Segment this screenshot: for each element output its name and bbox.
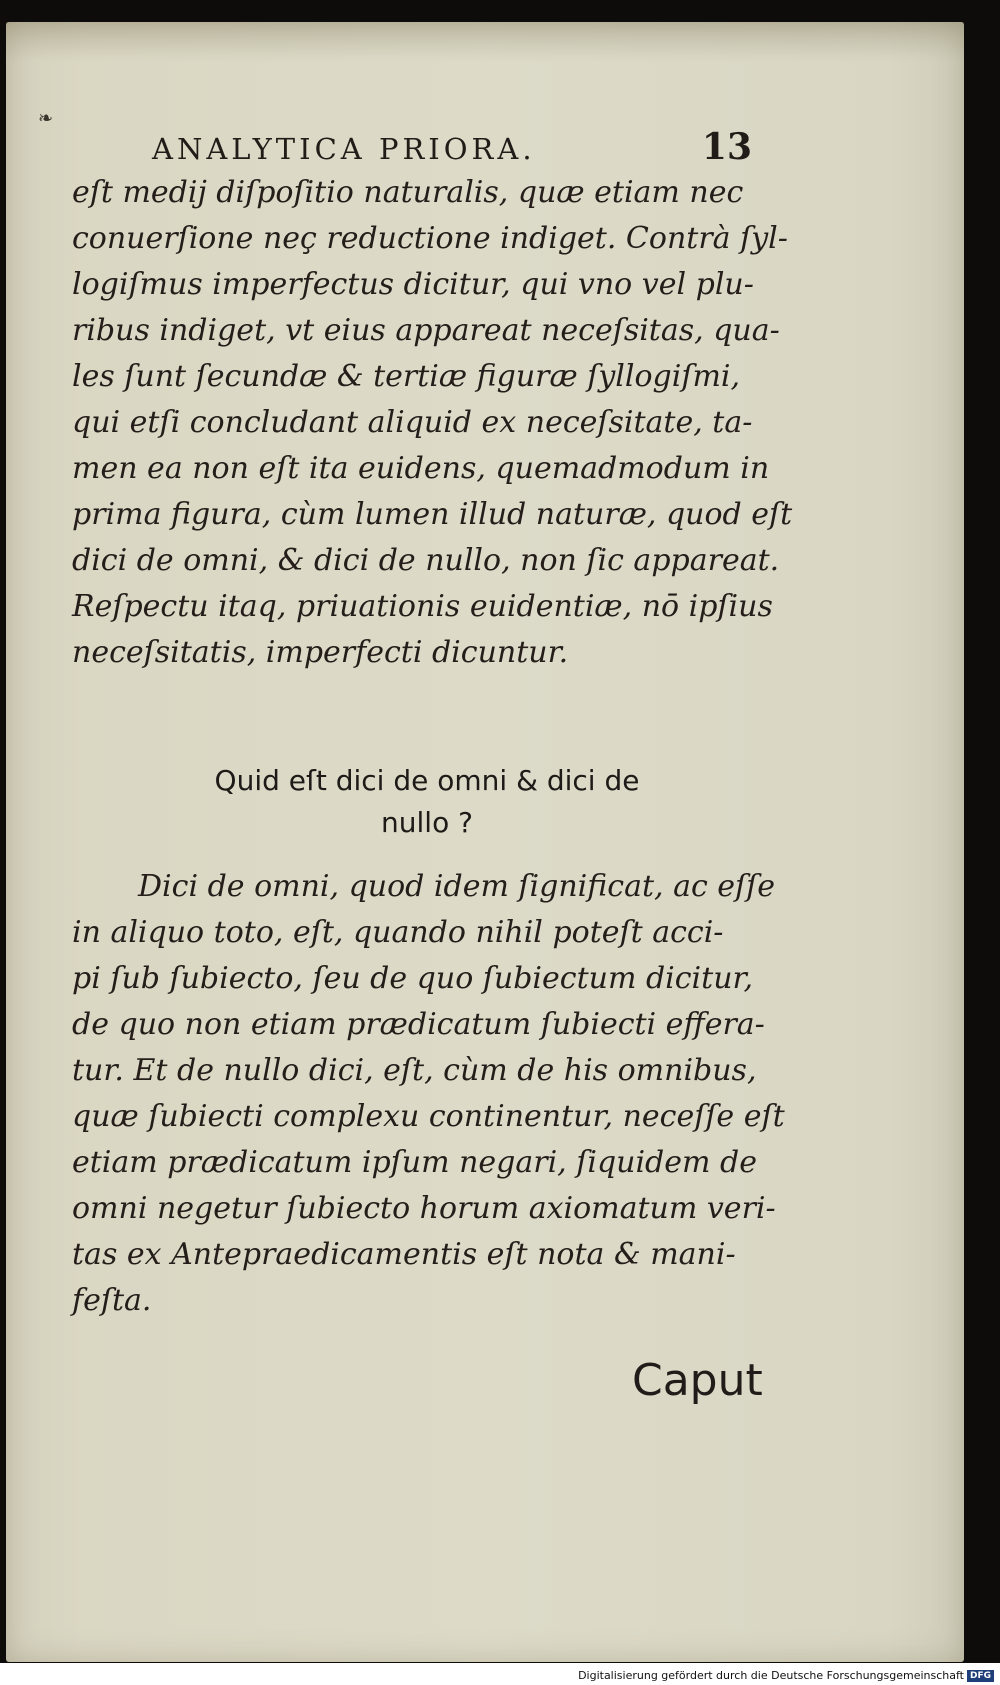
text-line: Reſpectu itaq, priuationis euidentiæ, nō ipſius <box>72 589 773 624</box>
text-line: eſt medij diſpoſitio naturalis, quæ etiam nec <box>72 175 744 210</box>
text-line: in aliquo toto, eſt, quando nihil poteſt acci- <box>72 915 724 950</box>
text-line: prima figura, cùm lumen illud naturæ, quod eſt <box>72 497 793 532</box>
running-title: ANALYTICA PRIORA. <box>152 132 536 166</box>
section-heading <box>132 760 722 844</box>
text-line: qui etſi concludant aliquid ex neceſsitate, ta- <box>72 405 753 440</box>
text-line: dici de omni, & dici de nullo, non ſic appareat. <box>72 543 780 578</box>
text-line: men ea non eſt ita euidens, quemadmodum in <box>72 451 770 486</box>
text-line: de quo non etiam prædicatum ſubiecti effera- <box>72 1007 765 1042</box>
text-line: Dici de omni, quod idem ſignificat, ac eſſe <box>138 869 776 904</box>
body-text-block <box>72 864 792 1324</box>
text-line: tur. Et de nullo dici, eſt, cùm de his omnibus, <box>72 1053 757 1088</box>
text-line: neceſsitatis, imperfecti dicuntur. <box>72 635 569 670</box>
text-line: omni negetur ſubiecto horum axiomatum veri- <box>72 1191 776 1226</box>
text-line: quæ ſubiecti complexu continentur, neceſſe eſt <box>72 1099 785 1134</box>
text-line: pi ſub ſubiecto, ſeu de quo ſubiectum dicitur, <box>72 961 754 996</box>
catchword: Caput <box>632 1355 763 1406</box>
text-line: ribus indiget, vt eius appareat neceſsitas, qua- <box>72 313 780 348</box>
page-edge-shadow <box>6 22 964 62</box>
footer-bar <box>0 1663 1000 1685</box>
ornament-mark: ❧ <box>38 108 54 129</box>
text-line: logiſmus imperfectus dicitur, qui vno vel plu- <box>72 267 754 302</box>
text-line: feſta. <box>72 1283 152 1318</box>
footer-credit: Digitalisierung gefördert durch die Deutsche Forschungsgemeinschaft <box>578 1669 964 1682</box>
text-line: etiam prædicatum ipſum negari, ſiquidem de <box>72 1145 757 1180</box>
page-number: 13 <box>701 126 752 168</box>
text-line: conuerſione neç reductione indiget. Contrà ſyl- <box>72 221 788 256</box>
body-text-block <box>72 170 792 676</box>
section-heading-line: nullo ? <box>381 806 473 839</box>
text-line: tas ex Antepraedicamentis eſt nota & mani- <box>72 1237 736 1272</box>
section-heading-line: Quid eſt dici de omni & dici de <box>214 764 640 797</box>
text-line: les ſunt ſecundæ & tertiæ figuræ ſyllogiſmi, <box>72 359 741 394</box>
dfg-logo-icon: DFG <box>967 1670 994 1682</box>
